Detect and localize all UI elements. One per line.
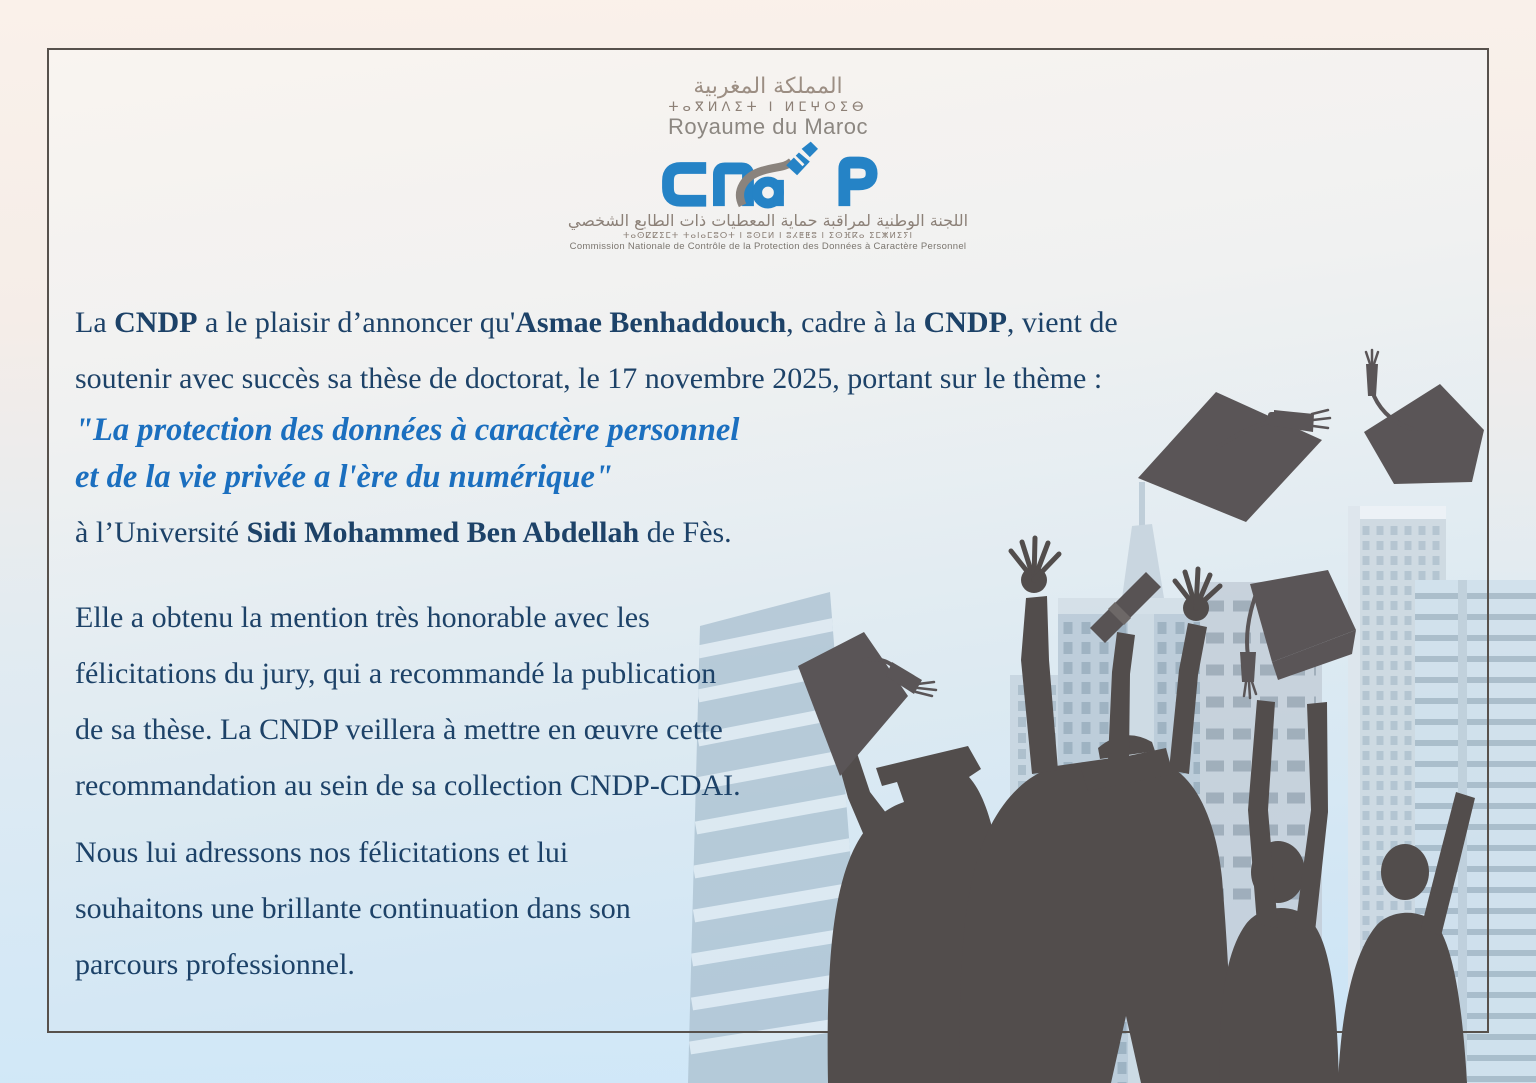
cndp-logo (642, 138, 894, 218)
tassel (1240, 652, 1256, 682)
mention-line: de sa thèse. La CNDP veillera à mettre en œuvre cette (75, 713, 723, 746)
graduate-head (1381, 844, 1429, 900)
mention-paragraph (75, 590, 741, 814)
open-hand (1011, 538, 1059, 593)
mention-line: félicitations du jury, qui a recommandé la publication (75, 657, 717, 690)
flying-cap-icon (1138, 392, 1330, 522)
congratulations-paragraph (75, 825, 631, 993)
org-name-arabic: اللجنة الوطنية لمراقبة حماية المعطيات ذات الطابع الشخصي (567, 211, 969, 230)
org-name-tifinagh: ⵜⴰⵙⵇⵇⵉⵎⵜ ⵜⴰⵏⴰⵎⵓⵔⵜ ⵏ ⵓⵙⵎⵍ ⵏ ⵓⵃⵟⵟⵓ ⵏ ⵉⵙⴼⴽⴰ ⵉⵎⵥⵍⵉⵢⵏ (622, 231, 914, 241)
kingdom-name-french: Royaume du Maroc (668, 114, 868, 139)
flying-cap-icon (1364, 350, 1484, 484)
logo-pen-cap (802, 142, 818, 157)
cndp-acronym: CNDP (114, 306, 198, 339)
cndp-acronym: CNDP (923, 306, 1007, 339)
intro-paragraph (75, 295, 1118, 407)
logo-pen-tip (786, 153, 810, 176)
background-artwork (660, 330, 1536, 1083)
mention-line: Elle a obtenu la mention très honorable avec les (75, 601, 650, 634)
thesis-title-line-2: et de la vie privée a l'ère du numérique" (75, 459, 613, 495)
org-name-french: Commission Nationale de Contrôle de la Protection des Données à Caractère Personnel (569, 241, 967, 252)
congrats-line: parcours professionnel. (75, 948, 355, 981)
university-line: à l’Université Sidi Mohammed Ben Abdellah de Fès. (75, 516, 732, 549)
congrats-line: Nous lui adressons nos félicitations et lui (75, 836, 569, 869)
logo-letter-c (668, 168, 706, 201)
university-name: Sidi Mohammed Ben Abdellah (246, 516, 640, 549)
congrats-line: souhaitons une brillante continuation dans son (75, 892, 631, 925)
tassel (1366, 364, 1378, 396)
thesis-title (75, 407, 739, 501)
kingdom-name-arabic: المملكة المغربية (693, 74, 843, 99)
intro-line-2: soutenir avec succès sa thèse de doctorat, le 17 novembre 2025, portant sur le thème : (75, 362, 1103, 395)
intro-line-1: La CNDP a le plaisir d’annoncer qu'Asmae Benhaddouch, cadre à la CNDP, vient de (75, 306, 1118, 339)
graduate-center (960, 758, 1233, 1083)
laureate-name: Asmae Benhaddouch (515, 306, 787, 339)
thesis-title-line-1: "La protection des données à caractère personnel (75, 412, 740, 448)
logo-letter-p (844, 163, 871, 207)
mention-line: recommandation au sein de sa collection CNDP-CDAI. (75, 769, 741, 802)
kingdom-name-tifinagh: ⵜⴰⴳⵍⴷⵉⵜ ⵏ ⵍⵎⵖⵔⵉⴱ (668, 100, 868, 115)
